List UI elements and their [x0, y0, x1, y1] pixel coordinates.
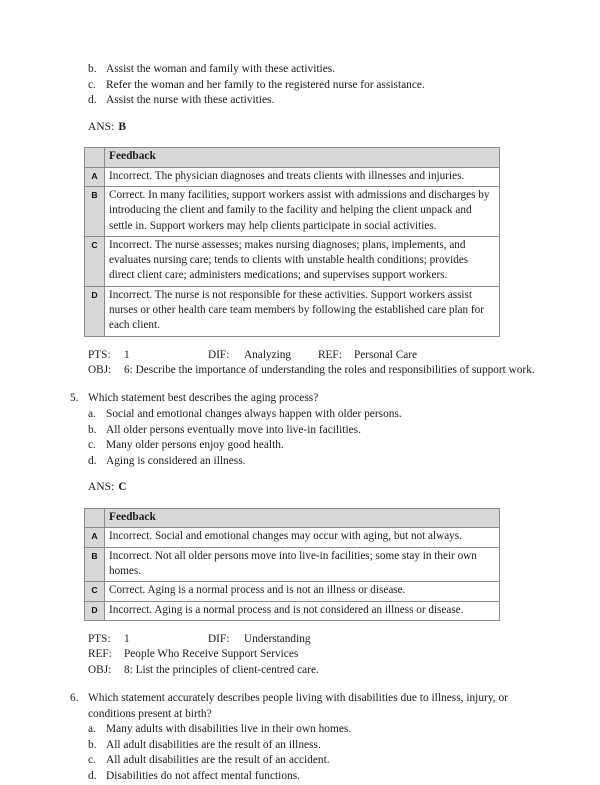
option-letter: d. — [88, 769, 97, 782]
row-letter: A — [85, 528, 105, 547]
obj-value: 6: Describe the importance of understanding the roles and responsibilities of support work. — [124, 364, 535, 377]
table-row — [85, 286, 500, 336]
option-text: Many adults with disabilities live in their own homes. — [106, 723, 352, 736]
pts-value: 1 — [124, 632, 130, 645]
row-feedback-text: Correct. Aging is a normal process and is not an illness or disease. — [105, 582, 500, 601]
metadata-row-obj — [88, 363, 535, 378]
row-feedback-text: Incorrect. Social and emotional changes may occur with aging, but not always. — [105, 528, 500, 547]
top-option-list — [88, 62, 530, 109]
feedback-table-q4 — [84, 147, 500, 336]
header-feedback: Feedback — [105, 509, 500, 528]
question-number: 6. — [70, 692, 79, 705]
table-row — [85, 601, 500, 620]
table-header-row — [85, 148, 500, 167]
answer-value: C — [118, 481, 127, 494]
option-letter: a. — [88, 723, 96, 736]
feedback-table-q5-wrapper — [84, 508, 500, 621]
pts-value: 1 — [124, 348, 130, 361]
list-item — [88, 62, 530, 78]
row-feedback-text: Incorrect. The nurse is not responsible for these activities. Support workers assist nurses or other health care team members by following the established care plan for each client. — [105, 286, 500, 336]
question-6-heading — [70, 691, 530, 722]
question-number: 5. — [70, 392, 79, 405]
feedback-table-q4-wrapper — [84, 147, 500, 336]
option-letter: d. — [88, 94, 97, 107]
metadata-row-obj — [88, 663, 530, 678]
question-5-block — [70, 391, 530, 496]
table-row — [85, 528, 500, 547]
metadata-row-pts-dif — [88, 632, 530, 647]
row-letter: C — [85, 582, 105, 601]
option-text: All older persons eventually move into live-in facilities. — [106, 423, 361, 436]
obj-value: 8: List the principles of client-centred care. — [124, 663, 319, 676]
list-item — [88, 753, 530, 769]
header-blank — [85, 509, 105, 528]
option-letter: a. — [88, 408, 96, 421]
table-row — [85, 236, 500, 286]
option-text: Many older persons enjoy good health. — [106, 439, 284, 452]
option-text: Disabilities do not affect mental functions. — [106, 769, 301, 782]
option-text: All adult disabilities are the result of an illness. — [106, 738, 321, 751]
list-item — [88, 454, 530, 470]
list-item — [88, 93, 530, 109]
option-letter: b. — [88, 63, 97, 75]
option-letter: d. — [88, 454, 97, 467]
answer-line-q5 — [88, 480, 530, 496]
row-letter: B — [85, 547, 105, 582]
page-content — [70, 62, 535, 785]
option-letter: b. — [88, 423, 97, 436]
table-row — [85, 547, 500, 582]
ref-label: REF: — [88, 648, 112, 661]
option-text: Aging is considered an illness. — [106, 454, 246, 467]
row-letter: A — [85, 167, 105, 186]
option-text: Assist the nurse with these activities. — [106, 94, 275, 107]
dif-value: Analyzing — [244, 348, 292, 361]
table-row — [85, 167, 500, 186]
header-feedback: Feedback — [105, 148, 500, 167]
obj-label: OBJ: — [88, 663, 112, 676]
metadata-row-pts-dif-ref — [88, 348, 530, 363]
row-feedback-text: Incorrect. Aging is a normal process and is not considered an illness or disease. — [105, 601, 500, 620]
answer-value: B — [118, 120, 127, 133]
metadata-q4 — [88, 348, 535, 379]
option-text: Refer the woman and her family to the registered nurse for assistance. — [106, 78, 425, 91]
metadata-row-ref — [88, 647, 530, 662]
row-feedback-text: Incorrect. Not all older persons move into live-in facilities; some stay in their own homes. — [105, 547, 500, 582]
pts-label: PTS: — [88, 348, 111, 361]
row-letter: D — [85, 286, 105, 336]
question-6-option-list — [88, 722, 530, 784]
option-letter: c. — [88, 439, 96, 452]
dif-label: DIF: — [208, 632, 230, 645]
ref-value: Personal Care — [354, 348, 418, 361]
pts-label: PTS: — [88, 632, 111, 645]
list-item — [88, 407, 530, 423]
row-feedback-text: Incorrect. The nurse assesses; makes nursing diagnoses; plans, implements, and evaluates nursing care; tends to clients with unstable health conditions; provides direct client care; administers medications; and supervises support workers. — [105, 236, 500, 286]
table-row — [85, 582, 500, 601]
list-item — [88, 722, 530, 738]
feedback-table-q5 — [84, 508, 500, 621]
metadata-q5 — [88, 632, 530, 678]
option-text: Social and emotional changes always happen with older persons. — [106, 408, 402, 421]
option-letter: c. — [88, 78, 96, 91]
ref-label: REF: — [318, 348, 342, 361]
list-item — [88, 738, 530, 754]
table-row — [85, 186, 500, 236]
option-letter: c. — [88, 754, 96, 767]
row-letter: B — [85, 186, 105, 236]
obj-label: OBJ: — [88, 364, 112, 377]
row-letter: D — [85, 601, 105, 620]
question-6-block — [70, 691, 530, 785]
option-text: All adult disabilities are the result of an accident. — [106, 754, 330, 767]
row-feedback-text: Incorrect. The physician diagnoses and treats clients with illnesses and injuries. — [105, 167, 500, 186]
question-5-option-list — [88, 407, 530, 469]
answer-label: ANS: — [88, 120, 115, 133]
option-text: Assist the woman and family with these activities. — [106, 63, 336, 75]
option-letter: b. — [88, 738, 97, 751]
ref-value: People Who Receive Support Services — [124, 648, 299, 661]
question-5-heading — [70, 391, 530, 407]
row-letter: C — [85, 236, 105, 286]
dif-value: Understanding — [244, 632, 311, 645]
list-item — [88, 78, 530, 94]
question-stem: Which statement accurately describes people living with disabilities due to illness, injury, or conditions present at birth? — [88, 692, 508, 720]
question-stem: Which statement best describes the aging process? — [88, 392, 319, 405]
answer-label: ANS: — [88, 481, 115, 494]
list-item — [88, 438, 530, 454]
row-feedback-text: Correct. In many facilities, support workers assist with admissions and discharges by introducing the client and family to the facility and helping the client unpack and settle in. Support workers may help clients participate in social activities. — [105, 186, 500, 236]
header-blank — [85, 148, 105, 167]
list-item — [88, 423, 530, 439]
answer-line-q4 — [88, 120, 530, 136]
table-header-row — [85, 509, 500, 528]
dif-label: DIF: — [208, 348, 230, 361]
list-item — [88, 769, 530, 785]
